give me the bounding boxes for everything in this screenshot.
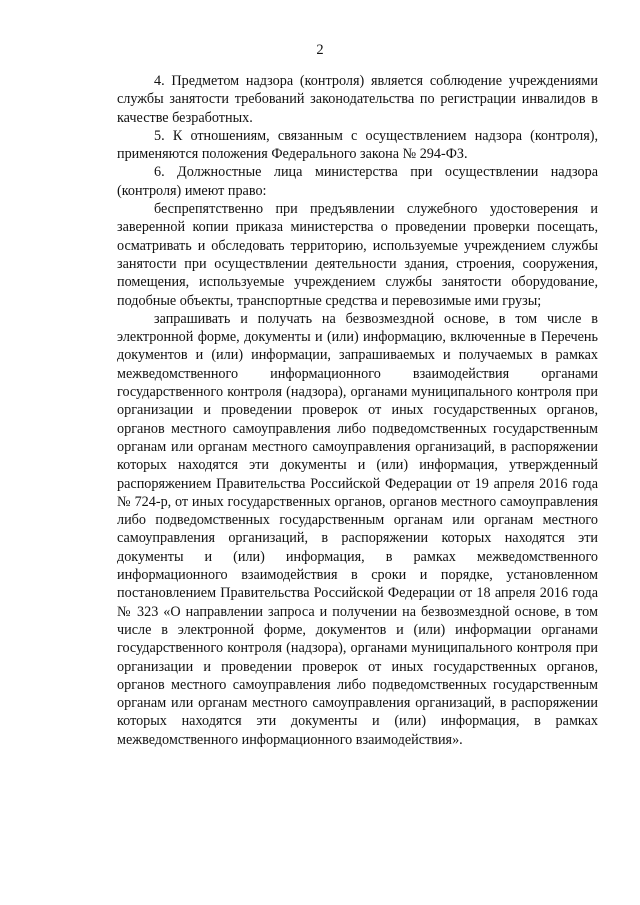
paragraph-item-5: 5. К отношениям, связанным с осуществлением надзора (контроля), применяются положения Федерального закона № 294-ФЗ. [117,127,598,163]
page-number: 2 [316,42,324,58]
paragraph-right-request: запрашивать и получать на безвозмездной основе, в том числе в электронной форме, документы и (или) информацию, включенные в Перечень документов и (или) информации, запрашиваемых и получаемых в рамках межведомственного информационного взаимодействия органами государственного контроля (надзора), органами муниципального контроля при организации и проведении проверок от иных государственных органов, органов местного самоуправления либо подведомственных государственным органам или органам местного самоуправления организаций, в распоряжении которых находятся эти документы и (или) информация, утвержденный распоряжением Правительства Российской Федерации от 19 апреля 2016 года № 724-р, от иных государственных органов, органов местного самоуправления либо подведомственных государственным органам или органам местного самоуправления организаций, в распоряжении которых находятся эти документы и (или) информация, в рамках межведомственного информационного взаимодействия в сроки и порядке, установленном постановлением Правительства Российской Федерации от 18 апреля 2016 года № 323 «О направлении запроса и получении на безвозмездной основе, в том числе в электронной форме, документов и (или) информации органами государственного контроля (надзора), органами муниципального контроля при организации и проведении проверок от иных государственных органов, органов местного самоуправления либо подведомственных государственным органам или органам местного самоуправления организаций, в распоряжении которых находятся эти документы и (или) информация, в рамках межведомственного информационного взаимодействия». [117,310,598,748]
paragraph-item-4: 4. Предметом надзора (контроля) является соблюдение учреждениями службы занятости требований законодательства по регистрации инвалидов в качестве безработных. [117,73,598,126]
paragraph-item-6: 6. Должностные лица министерства при осуществлении надзора (контроля) имеют право: [117,164,598,199]
document-body [117,72,598,749]
paragraph-right-inspect: беспрепятственно при предъявлении служебного удостоверения и заверенной копии приказа министерства о проведении проверки посещать, осматривать и обследовать территорию, используемые учреждением службы занятости при осуществлении деятельности здания, строения, сооружения, помещения, используемые учреждением службы занятости оборудование, подобные объекты, транспортные средства и перевозимые ими грузы; [117,201,598,309]
